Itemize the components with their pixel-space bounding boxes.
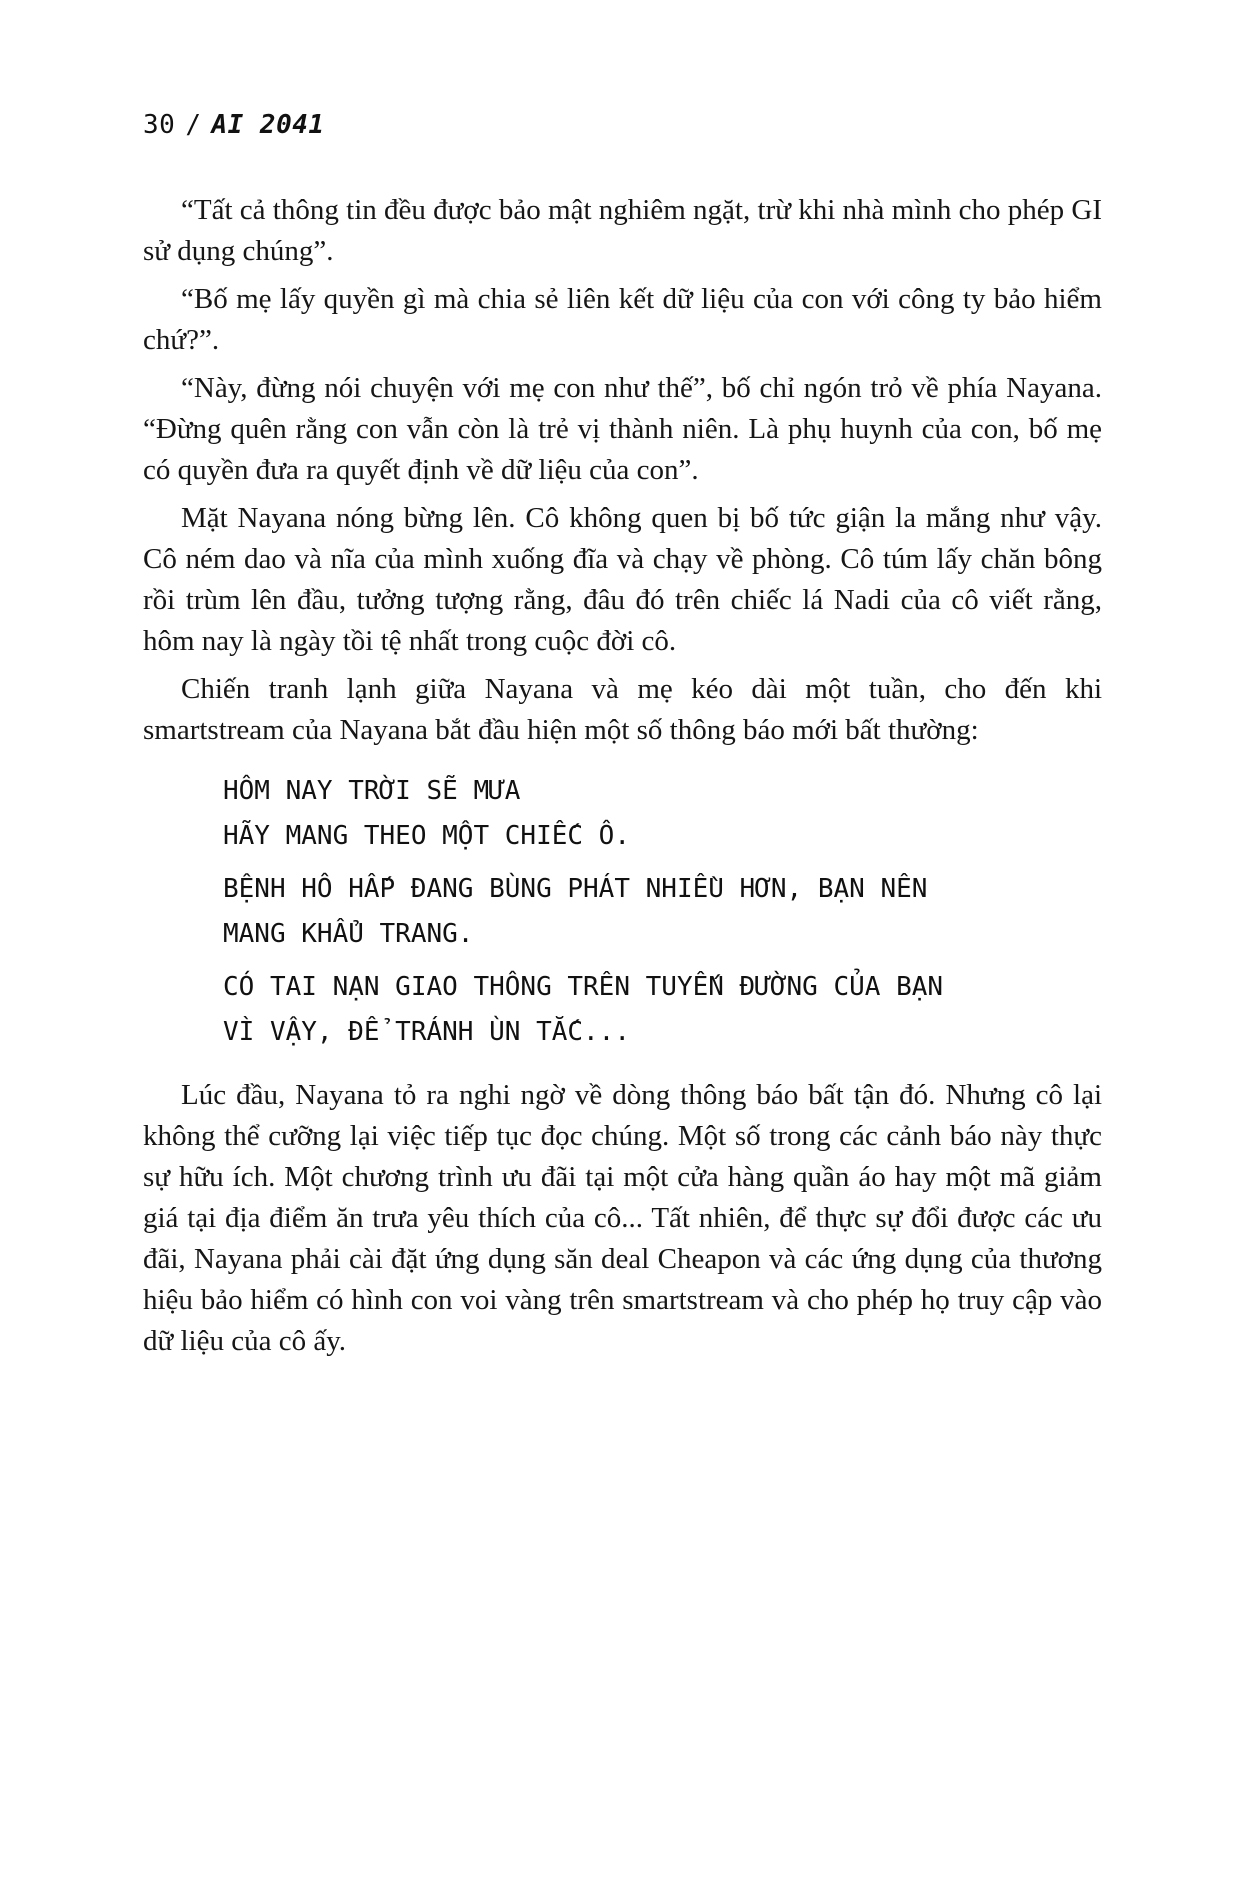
page-number: 30 — [143, 110, 176, 140]
notification-line: HÔM NAY TRỜI SẼ MƯA — [223, 776, 521, 806]
page-header — [143, 110, 1102, 140]
notification-line: BỆNH HÔ HẤP ĐANG BÙNG PHÁT NHIỀU HƠN, BẠN NÊN — [223, 874, 928, 904]
notification-line: CÓ TAI NẠN GIAO THÔNG TRÊN TUYẾN ĐƯỜNG CỦA BẠN — [223, 972, 944, 1002]
paragraph-dialogue-1: “Tất cả thông tin đều được bảo mật nghiêm ngặt, trừ khi nhà mình cho phép GI sử dụng chúng”. — [143, 194, 1102, 267]
smartstream-notifications-block — [223, 769, 1102, 1055]
paragraph-dialogue-2: “Bố mẹ lấy quyền gì mà chia sẻ liên kết dữ liệu của con với công ty bảo hiểm chứ?”. — [143, 283, 1102, 356]
paragraph-dialogue-3: “Này, đừng nói chuyện với mẹ con như thế”, bố chỉ ngón trỏ về phía Nayana. “Đừng quên rằng con vẫn còn là trẻ vị thành niên. Là phụ huynh của con, bố mẹ có quyền đưa ra quyết định về dữ liệu của con”. — [143, 372, 1102, 486]
page-body — [143, 190, 1102, 1362]
paragraph-narrative-1: Mặt Nayana nóng bừng lên. Cô không quen bị bố tức giận la mắng như vậy. Cô ném dao và nĩa của mình xuống đĩa và chạy về phòng. Cô túm lấy chăn bông rồi trùm lên đầu, tưởng tượng rằng, đâu đó trên chiếc lá Nadi của cô viết rằng, hôm nay là ngày tồi tệ nhất trong cuộc đời cô. — [143, 502, 1102, 657]
notification-line: MANG KHẨU TRANG. — [223, 919, 474, 949]
notification-line: VÌ VẬY, ĐỂ TRÁNH ÙN TẮC... — [223, 1017, 630, 1047]
book-title: AI 2041 — [211, 110, 325, 140]
header-separator: / — [185, 110, 202, 140]
paragraph-narrative-2: Chiến tranh lạnh giữa Nayana và mẹ kéo dài một tuần, cho đến khi smartstream của Nayana bắt đầu hiện một số thông báo mới bất thường: — [143, 673, 1102, 746]
paragraph-narrative-3: Lúc đầu, Nayana tỏ ra nghi ngờ về dòng thông báo bất tận đó. Nhưng cô lại không thể cưỡng lại việc tiếp tục đọc chúng. Một số trong các cảnh báo này thực sự hữu ích. Một chương trình ưu đãi tại một cửa hàng quần áo hay một mã giảm giá tại địa điểm ăn trưa yêu thích của cô... Tất nhiên, để thực sự đổi được các ưu đãi, Nayana phải cài đặt ứng dụng săn deal Cheapon và các ứng dụng của thương hiệu bảo hiểm có hình con voi vàng trên smartstream và cho phép họ truy cập vào dữ liệu của cô ấy. — [143, 1079, 1102, 1357]
notification-line: HÃY MANG THEO MỘT CHIẾC Ô. — [223, 821, 630, 851]
